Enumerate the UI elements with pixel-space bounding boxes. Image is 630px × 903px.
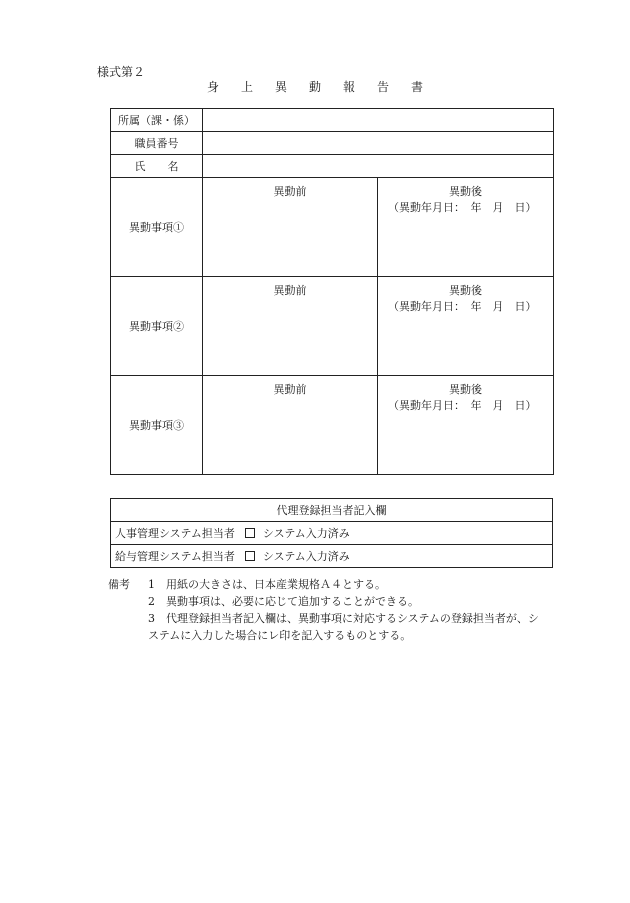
after-change-header: 異動後 bbox=[449, 185, 482, 198]
checkbox-label: システム入力済み bbox=[262, 550, 350, 563]
title-char: 動 bbox=[308, 80, 321, 94]
form-number-label: 様式第２ bbox=[97, 65, 146, 79]
remark-text: 異動事項は、必要に応じて追加することができる。 bbox=[166, 595, 419, 608]
remarks-section bbox=[108, 576, 566, 644]
before-change-header: 異動前 bbox=[273, 185, 307, 198]
document-title bbox=[0, 78, 630, 95]
after-change-cell[interactable] bbox=[378, 376, 554, 475]
before-change-cell[interactable] bbox=[203, 178, 378, 277]
change-date-line: （異動年月日： 年 月 日） bbox=[388, 300, 537, 313]
proxy-row bbox=[111, 522, 553, 545]
remark-number: 3 bbox=[148, 612, 155, 625]
proxy-title-row bbox=[111, 499, 553, 522]
proxy-row bbox=[111, 545, 553, 568]
remark-number: 1 bbox=[148, 578, 155, 591]
proxy-table-title: 代理登録担当者記入欄 bbox=[111, 499, 553, 522]
before-change-header: 異動前 bbox=[273, 383, 307, 396]
title-char: 報 bbox=[343, 80, 356, 94]
before-change-header: 異動前 bbox=[273, 284, 307, 297]
change-item-label: 異動事項① bbox=[111, 178, 203, 277]
change-item-label: 異動事項② bbox=[111, 277, 203, 376]
after-change-header: 異動後 bbox=[449, 284, 482, 297]
before-change-cell[interactable] bbox=[203, 376, 378, 475]
after-change-cell[interactable] bbox=[378, 178, 554, 277]
system-role-label: 人事管理システム担当者 bbox=[115, 527, 235, 540]
checkbox[interactable] bbox=[245, 551, 255, 561]
checkbox-label: システム入力済み bbox=[262, 527, 350, 540]
proxy-registration-table bbox=[110, 498, 553, 568]
remark-item bbox=[108, 610, 566, 627]
title-char: 身 bbox=[206, 80, 219, 94]
name-label: 氏 名 bbox=[111, 155, 203, 178]
name-row bbox=[111, 155, 554, 178]
staff-number-field[interactable] bbox=[203, 132, 554, 155]
affiliation-field[interactable] bbox=[203, 109, 554, 132]
change-item-row bbox=[111, 277, 554, 376]
change-item-row bbox=[111, 376, 554, 475]
proxy-cell bbox=[111, 522, 553, 545]
staff-number-row bbox=[111, 132, 554, 155]
affiliation-label: 所属（課・係） bbox=[111, 109, 203, 132]
change-date-line: （異動年月日： 年 月 日） bbox=[388, 201, 537, 214]
change-item-row bbox=[111, 178, 554, 277]
system-role-label: 給与管理システム担当者 bbox=[115, 550, 235, 563]
personnel-change-table bbox=[110, 108, 554, 475]
remark-item bbox=[108, 593, 566, 610]
title-char: 異 bbox=[274, 80, 287, 94]
change-date-line: （異動年月日： 年 月 日） bbox=[388, 399, 537, 412]
remark-number: 2 bbox=[148, 595, 155, 608]
affiliation-row bbox=[111, 109, 554, 132]
title-char: 書 bbox=[411, 80, 424, 94]
change-item-label: 異動事項③ bbox=[111, 376, 203, 475]
checkbox[interactable] bbox=[245, 528, 255, 538]
remark-continuation: ステムに入力した場合にレ印を記入するものとする。 bbox=[148, 629, 412, 642]
title-char: 上 bbox=[240, 80, 253, 94]
proxy-cell bbox=[111, 545, 553, 568]
remark-text: 代理登録担当者記入欄は、異動事項に対応するシステムの登録担当者が、シ bbox=[166, 612, 539, 625]
before-change-cell[interactable] bbox=[203, 277, 378, 376]
name-field[interactable] bbox=[203, 155, 554, 178]
remark-item bbox=[108, 576, 566, 593]
title-char: 告 bbox=[377, 80, 390, 94]
remarks-prefix: 備考 bbox=[108, 578, 130, 591]
after-change-cell[interactable] bbox=[378, 277, 554, 376]
after-change-header: 異動後 bbox=[449, 383, 482, 396]
remark-text: 用紙の大きさは、日本産業規格Ａ４とする。 bbox=[166, 578, 386, 591]
staff-number-label: 職員番号 bbox=[111, 132, 203, 155]
